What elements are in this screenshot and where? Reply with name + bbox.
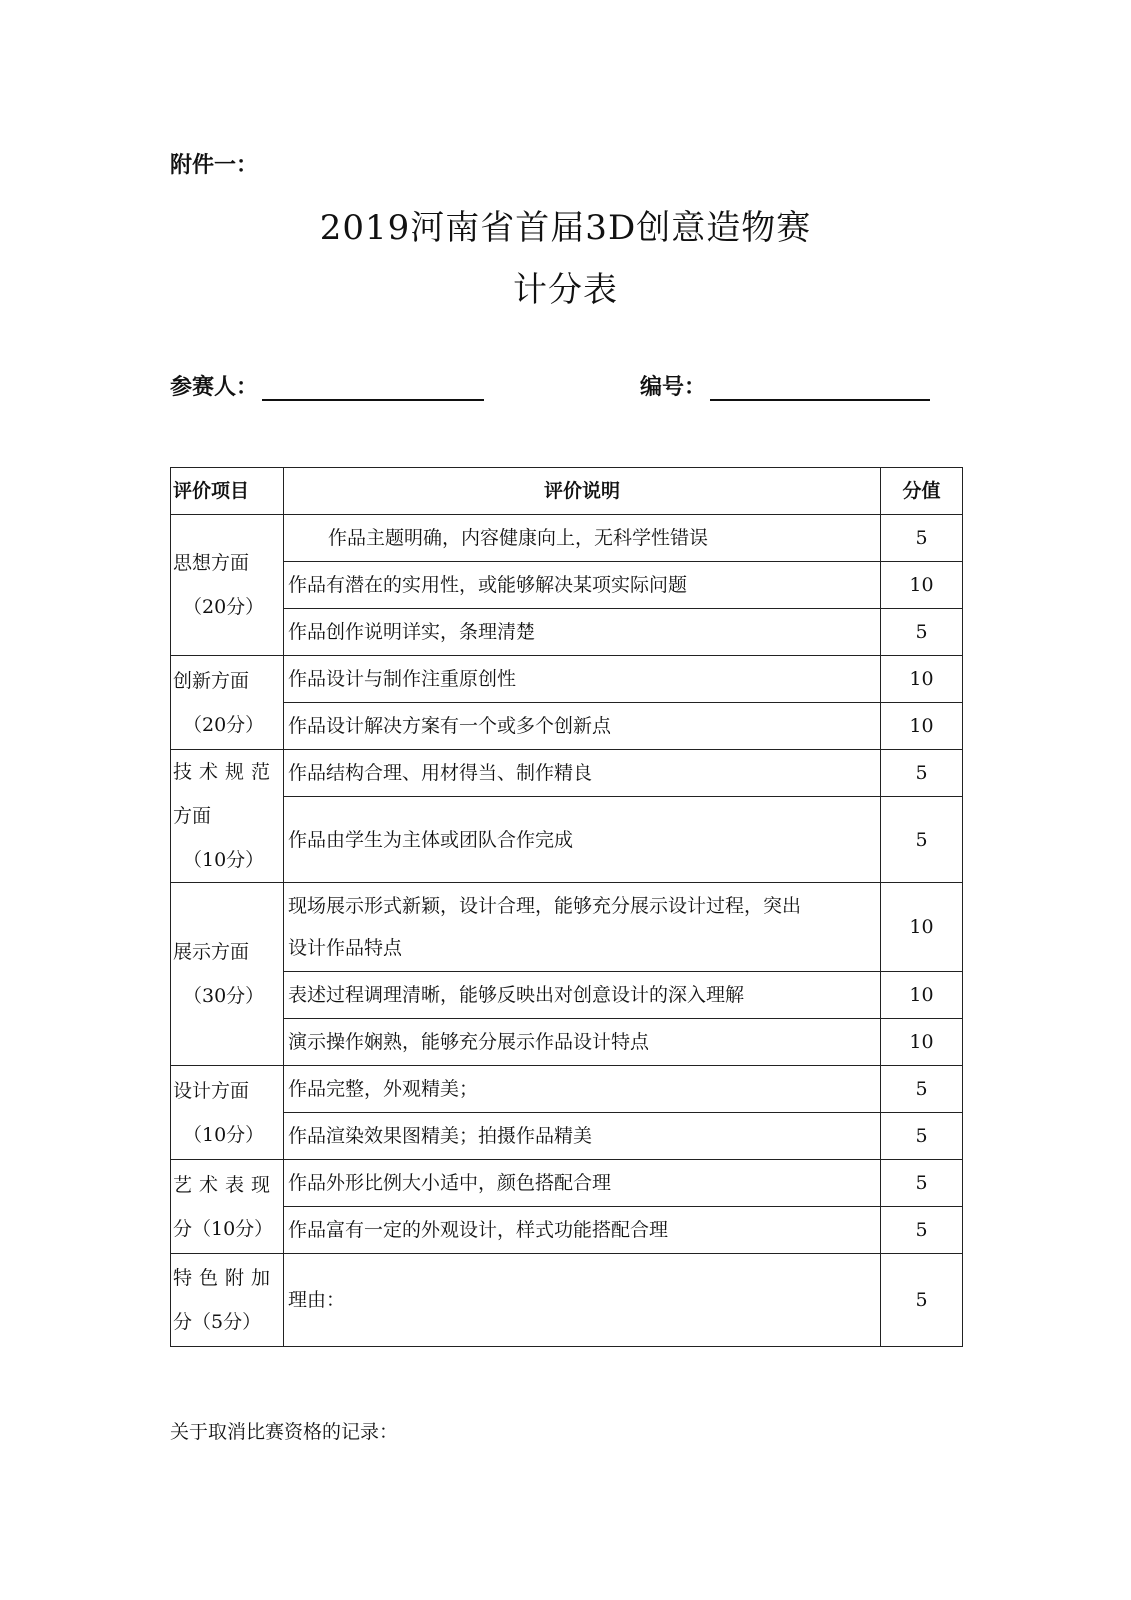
table-row <box>171 515 963 562</box>
category-name-cont: 方面 <box>173 805 212 827</box>
table-row <box>171 883 963 972</box>
criterion-desc: 作品由学生为主体或团队合作完成 <box>284 797 881 883</box>
category-cell <box>171 1160 284 1254</box>
category-points: 分（10分） <box>173 1217 274 1240</box>
table-row <box>171 1019 963 1066</box>
table-row <box>171 1066 963 1113</box>
category-name: 技术规范 <box>173 761 278 783</box>
table-row <box>171 562 963 609</box>
criterion-score: 5 <box>881 750 963 797</box>
criterion-score: 10 <box>881 562 963 609</box>
category-points: （10分） <box>183 849 265 871</box>
category-cell <box>171 750 284 883</box>
criterion-score: 5 <box>881 609 963 656</box>
criterion-score: 5 <box>881 1113 963 1160</box>
criterion-desc <box>284 883 881 972</box>
criterion-score: 5 <box>881 1254 963 1347</box>
category-cell <box>171 1254 284 1347</box>
criterion-score: 5 <box>881 1066 963 1113</box>
document-subtitle: 计分表 <box>513 270 618 310</box>
criterion-desc: 作品结构合理、用材得当、制作精良 <box>284 750 881 797</box>
category-points: （30分） <box>183 985 265 1007</box>
criterion-score: 10 <box>881 703 963 750</box>
table-row <box>171 703 963 750</box>
category-name: 思想方面 <box>173 552 250 574</box>
number-blank-line[interactable] <box>710 373 930 401</box>
table-row <box>171 609 963 656</box>
category-name: 展示方面 <box>173 941 250 963</box>
score-table <box>170 467 963 1347</box>
participant-field <box>170 370 484 410</box>
criterion-desc: 演示操作娴熟，能够充分展示作品设计特点 <box>284 1019 881 1066</box>
header-score: 分值 <box>881 468 963 515</box>
document-title: 2019河南省首届3D创意造物赛 <box>319 208 812 248</box>
criterion-score: 5 <box>881 1207 963 1254</box>
table-row <box>171 1113 963 1160</box>
category-points: （20分） <box>183 596 265 618</box>
criterion-desc-line: 现场展示形式新颖，设计合理，能够充分展示设计过程，突出 <box>288 895 802 917</box>
table-row <box>171 1254 963 1347</box>
criterion-desc: 作品渲染效果图精美；拍摄作品精美 <box>284 1113 881 1160</box>
category-cell <box>171 883 284 1066</box>
table-row <box>171 1207 963 1254</box>
category-name: 特色附加 <box>173 1267 278 1289</box>
category-cell <box>171 515 284 656</box>
category-points: 分（5分） <box>173 1311 262 1333</box>
criterion-desc-line: 设计作品特点 <box>288 937 403 959</box>
criterion-score: 5 <box>881 797 963 883</box>
table-row <box>171 972 963 1019</box>
criterion-desc: 表述过程调理清晰，能够反映出对创意设计的深入理解 <box>284 972 881 1019</box>
category-name: 创新方面 <box>173 669 250 692</box>
criterion-desc: 作品完整，外观精美； <box>284 1066 881 1113</box>
criterion-score: 10 <box>881 883 963 972</box>
criterion-desc: 作品设计解决方案有一个或多个创新点 <box>284 703 881 750</box>
criterion-desc: 作品主题明确，内容健康向上，无科学性错误 <box>284 515 881 562</box>
criterion-score: 5 <box>881 1160 963 1207</box>
criterion-desc[interactable]: 理由： <box>284 1254 881 1347</box>
number-field <box>640 370 930 410</box>
criterion-score: 5 <box>881 515 963 562</box>
criterion-desc: 作品设计与制作注重原创性 <box>284 656 881 703</box>
category-cell <box>171 1066 284 1160</box>
category-points: （10分） <box>183 1123 265 1146</box>
attachment-label: 附件一： <box>170 153 259 178</box>
category-cell <box>171 656 284 750</box>
table-row <box>171 656 963 703</box>
participant-blank-line[interactable] <box>262 373 484 401</box>
criterion-score: 10 <box>881 972 963 1019</box>
criterion-desc: 作品有潜在的实用性，或能够解决某项实际问题 <box>284 562 881 609</box>
criterion-desc: 作品创作说明详实，条理清楚 <box>284 609 881 656</box>
disqualification-label: 关于取消比赛资格的记录： <box>170 1421 399 1443</box>
category-name: 艺术表现 <box>173 1173 278 1196</box>
criterion-score: 10 <box>881 656 963 703</box>
number-label: 编号： <box>640 375 707 400</box>
category-points: （20分） <box>183 713 265 736</box>
category-name: 设计方面 <box>173 1079 250 1102</box>
table-row <box>171 1160 963 1207</box>
table-row <box>171 797 963 883</box>
header-desc: 评价说明 <box>284 468 881 515</box>
header-item: 评价项目 <box>171 468 284 515</box>
criterion-desc: 作品富有一定的外观设计，样式功能搭配合理 <box>284 1207 881 1254</box>
criterion-desc: 作品外形比例大小适中，颜色搭配合理 <box>284 1160 881 1207</box>
participant-label: 参赛人： <box>170 375 259 400</box>
criterion-score: 10 <box>881 1019 963 1066</box>
table-row <box>171 750 963 797</box>
table-header-row <box>171 468 963 515</box>
